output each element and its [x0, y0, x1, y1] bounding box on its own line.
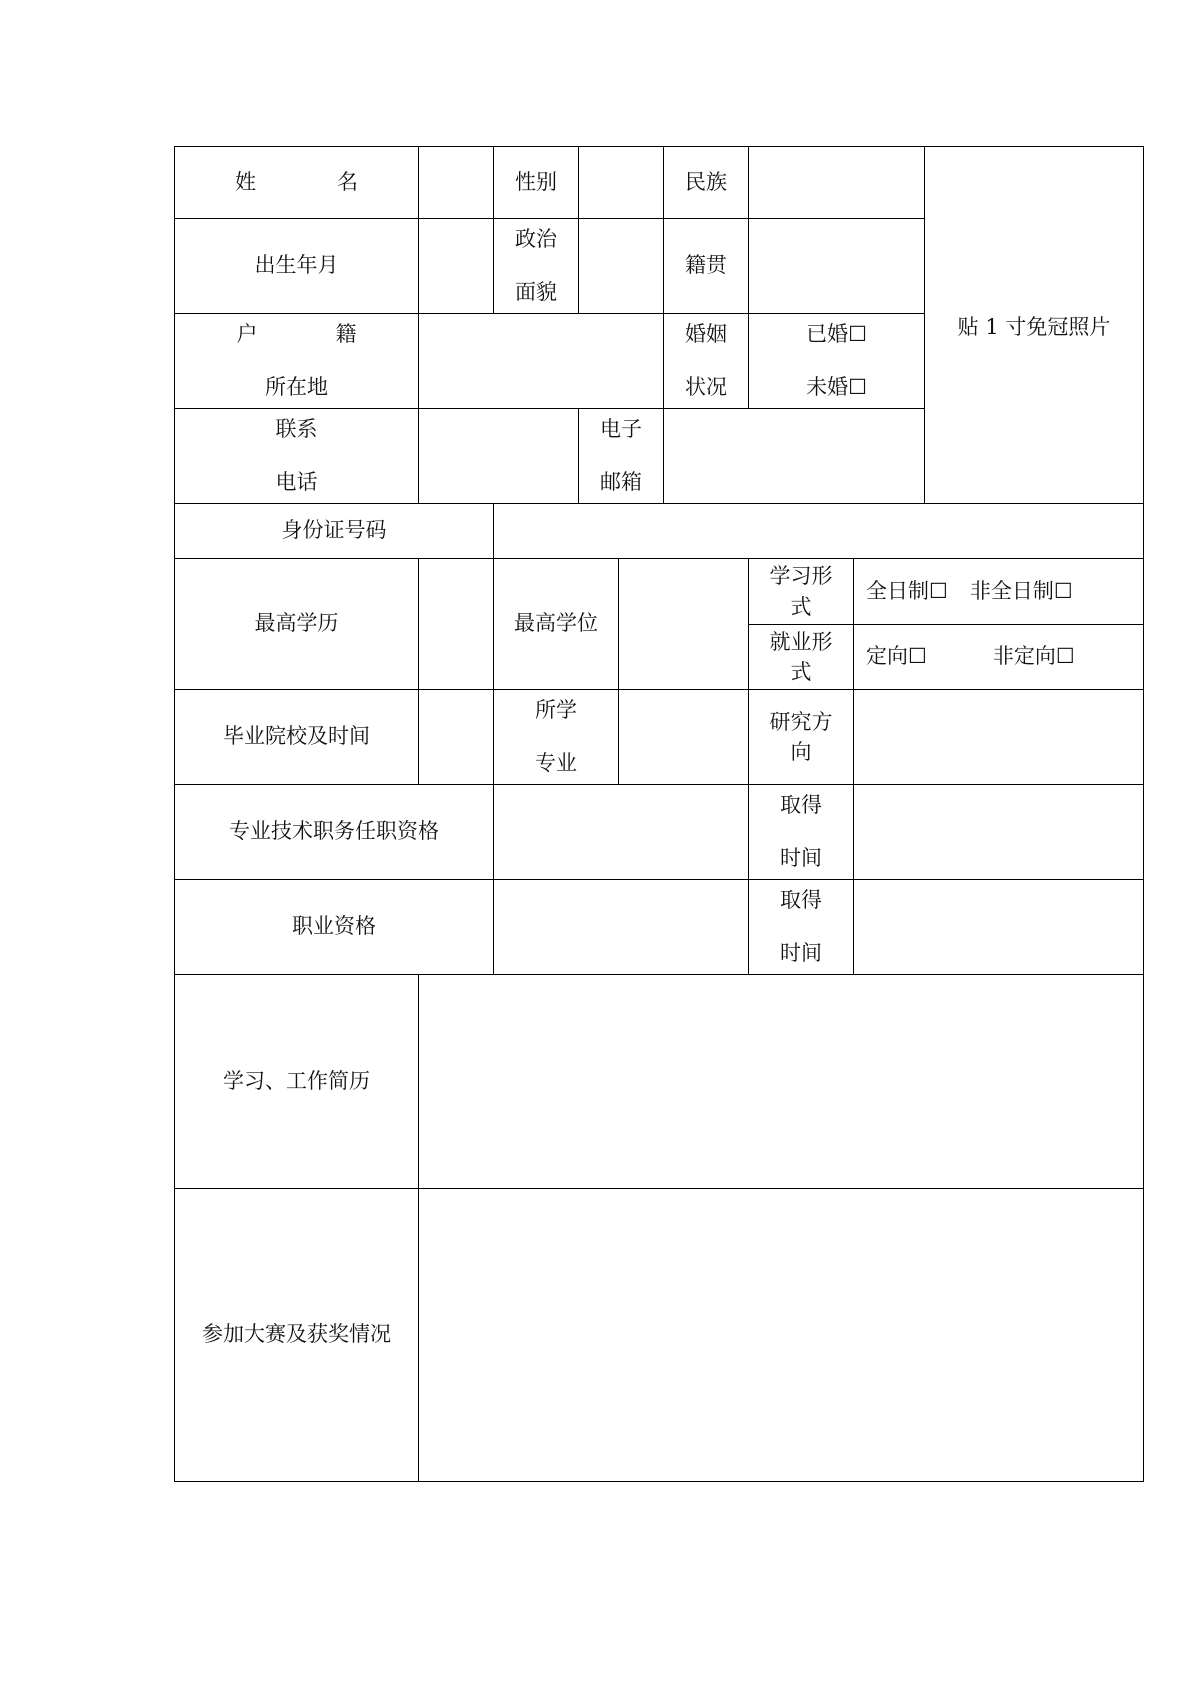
degree-value[interactable]: [618, 558, 749, 690]
vocational-obtain-time-line2: 时间: [780, 940, 822, 965]
household-label-line1: [237, 320, 357, 349]
awards-value[interactable]: [418, 1188, 1144, 1482]
directed-checkbox[interactable]: 定向☐: [866, 644, 927, 669]
marital-label-line1: 婚姻: [685, 322, 727, 346]
email-label: [578, 408, 664, 504]
phone-value[interactable]: [418, 408, 579, 504]
employment-form-label-line1: 就业形: [769, 629, 833, 654]
degree-label: 最高学位: [493, 558, 619, 690]
marital-label-line2: 状况: [685, 374, 727, 399]
resume-value[interactable]: [418, 974, 1144, 1189]
major-value[interactable]: [618, 689, 749, 785]
id-label: 身份证号码: [174, 503, 494, 559]
major-label: [493, 689, 619, 785]
vocational-obtain-time-label: [748, 879, 854, 975]
household-label-line2: 所在地: [265, 374, 328, 399]
study-form-options: [853, 558, 1144, 625]
tech-title-label: 专业技术职务任职资格: [174, 784, 494, 880]
vocational-label: 职业资格: [174, 879, 494, 975]
employment-form-label: [748, 624, 854, 690]
nondirected-checkbox[interactable]: 非定向☐: [992, 644, 1075, 669]
phone-label-line2: 电话: [275, 469, 318, 494]
school-value[interactable]: [418, 689, 494, 785]
name-label-part1: 姓: [235, 169, 256, 194]
email-label-line1: 电子: [600, 417, 642, 441]
gender-value[interactable]: [578, 146, 664, 219]
vocational-value[interactable]: [493, 879, 749, 975]
household-label-part2: 籍: [335, 322, 357, 346]
vocational-obtain-time-value[interactable]: [853, 879, 1144, 975]
native-label: 籍贯: [663, 218, 749, 314]
marital-label: [663, 313, 749, 409]
major-label-line2: 专业: [535, 750, 577, 775]
marital-options: [748, 313, 925, 409]
native-value[interactable]: [748, 218, 925, 314]
research-label-line1: 研究方: [769, 709, 833, 734]
research-label: [748, 689, 854, 785]
education-label: 最高学历: [174, 558, 419, 690]
birth-value[interactable]: [418, 218, 494, 314]
parttime-checkbox[interactable]: 非全日制☐: [969, 578, 1073, 603]
study-form-label-line1: 学习形: [769, 564, 833, 589]
education-value[interactable]: [418, 558, 494, 690]
political-label-line1: 政治: [515, 227, 557, 251]
vocational-obtain-time-line1: 取得: [780, 888, 822, 912]
household-value[interactable]: [418, 313, 664, 409]
political-label-line2: 面貌: [515, 279, 557, 304]
employment-form-options: [853, 624, 1144, 690]
research-value[interactable]: [853, 689, 1144, 785]
household-label: [174, 313, 419, 409]
political-label: [493, 218, 579, 314]
married-checkbox[interactable]: 已婚☐: [806, 322, 867, 346]
awards-label: 参加大赛及获奖情况: [174, 1188, 419, 1482]
tech-obtain-time-label: [748, 784, 854, 880]
unmarried-checkbox[interactable]: 未婚☐: [806, 374, 867, 399]
ethnicity-label: 民族: [663, 146, 749, 219]
photo-label: 贴 1 寸免冠照片: [957, 315, 1111, 339]
fulltime-checkbox[interactable]: 全日制☐: [866, 578, 948, 603]
name-value[interactable]: [418, 146, 494, 219]
gender-label: 性别: [493, 146, 579, 219]
email-value[interactable]: [663, 408, 925, 504]
political-value[interactable]: [578, 218, 664, 314]
major-label-line1: 所学: [535, 698, 577, 722]
phone-label: [174, 408, 419, 504]
name-label: [174, 146, 419, 219]
ethnicity-value[interactable]: [748, 146, 925, 219]
email-label-line2: 邮箱: [600, 469, 642, 494]
phone-label-line1: 联系: [275, 417, 318, 441]
id-value[interactable]: [493, 503, 1144, 559]
study-form-label: [748, 558, 854, 625]
research-label-line2: 向: [790, 740, 812, 764]
birth-label: 出生年月: [174, 218, 419, 314]
tech-obtain-time-line2: 时间: [780, 845, 822, 870]
household-label-part1: 户: [236, 322, 258, 346]
tech-title-value[interactable]: [493, 784, 749, 880]
photo-box[interactable]: [924, 146, 1144, 506]
school-label: 毕业院校及时间: [174, 689, 419, 785]
resume-label: 学习、工作简历: [174, 974, 419, 1189]
employment-form-label-line2: 式: [790, 660, 812, 684]
tech-obtain-time-line1: 取得: [780, 793, 822, 817]
study-form-label-line2: 式: [790, 594, 812, 619]
tech-obtain-time-value[interactable]: [853, 784, 1144, 880]
name-label-part2: 名: [337, 169, 358, 194]
